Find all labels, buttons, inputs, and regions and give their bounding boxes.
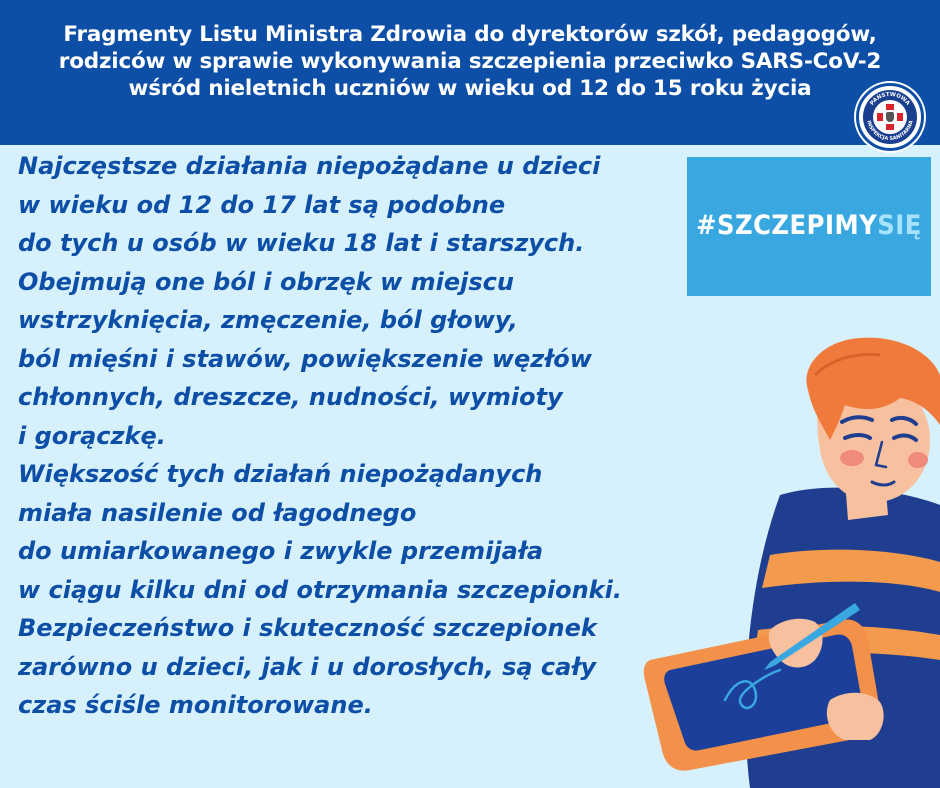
body-line: Najczęstsze działania niepożądane u dzieci: [18, 152, 601, 180]
boy-with-tablet-illustration: [630, 330, 940, 788]
badge-main-text: #SZCZEPIMY: [696, 210, 878, 241]
panstwowa-inspekcja-sanitarna-logo-icon: [856, 83, 924, 151]
body-line: zarówno u dzieci, jak i u dorosłych, są cały: [18, 652, 596, 681]
body-line: Bezpieczeństwo i skuteczność szczepionek: [18, 614, 597, 642]
body-line: do tych u osób w wieku 18 lat i starszych.: [18, 229, 585, 257]
header-title: [14, 21, 926, 102]
body-line: czas ściśle monitorowane.: [18, 691, 373, 719]
hand: [827, 693, 884, 740]
svg-text:INSPEKCJA SANITARNA: INSPEKCJA SANITARNA: [865, 119, 915, 143]
body-line: wstrzyknięcia, zmęczenie, ból głowy,: [18, 306, 518, 334]
body-line: w wieku od 12 do 17 lat są podobne: [18, 190, 506, 219]
body-line: chłonnych, dreszcze, nudności, wymioty: [18, 383, 563, 411]
cheek: [840, 450, 864, 466]
badge-text: [687, 209, 931, 243]
badge-accent-text: SIĘ: [877, 210, 922, 241]
body-line: ból mięśni i stawów, powiększenie węzłów: [18, 344, 592, 373]
header-title-line: wśród nieletnich uczniów w wieku od 12 do 15 roku życia: [128, 76, 812, 101]
body-line: w ciągu kilku dni od otrzymania szczepionki.: [18, 575, 622, 604]
header-title-line: rodziców w sprawie wykonywania szczepienia przeciwko SARS-CoV-2: [58, 49, 882, 74]
header-title-line: Fragmenty Listu Ministra Zdrowia do dyrektorów szkół, pedagogów,: [63, 22, 877, 47]
svg-text:PAŃSTWOWA: PAŃSTWOWA: [869, 91, 911, 107]
cheek: [908, 452, 928, 468]
header-banner: [0, 0, 940, 145]
body-text: [18, 147, 678, 725]
eagle-icon: [886, 112, 894, 122]
body-line: miała nasilenie od łagodnego: [18, 498, 417, 527]
body-line: Obejmują one ból i obrzęk w miejscu: [18, 267, 514, 296]
szczepimy-sie-badge: [687, 157, 931, 296]
body-line: i gorączkę.: [18, 421, 166, 450]
body-line: do umiarkowanego i zwykle przemijała: [18, 537, 544, 565]
body-line: Większość tych działań niepożądanych: [18, 460, 543, 488]
